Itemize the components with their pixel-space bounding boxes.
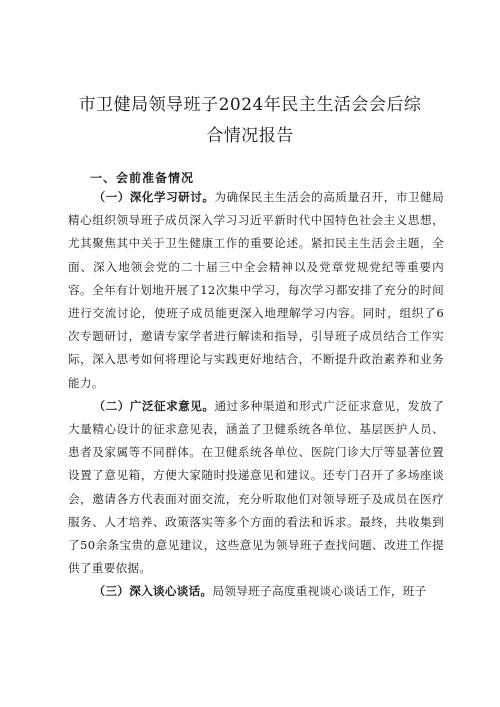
- paragraph-text: 局领导班子高度重视谈心谈话工作，班子: [212, 584, 427, 599]
- document-body: [68, 186, 444, 604]
- paragraph-lead: （三）深入谈心谈话。: [93, 584, 213, 599]
- document-title: [70, 90, 430, 152]
- paragraph-text: 为确保民主生活会的高质量召开，市卫健局精心组织领导班子成员深入学习习近平新时代中国特色社会主义思想，尤其聚焦其中关于卫生健康工作的重要论述。紧扣民主生活会主题，全面、深入地领会党的二十届三中全会精神以及党章党规党纪等重要内容。全年有计划地开展了12次集中学习，每次学习都安排了充分的时间进行交流讨论，使班子成员能更深入地理解学习内容。同时，组织了6次专题研讨，邀请专家学者进行解读和指导，引导班子成员结合工作实际，深入思考如何将理论与实践更好地结合，不断提升政治素养和业务能力。: [68, 190, 444, 390]
- section-heading: 一、会前准备情况: [90, 171, 195, 185]
- title-line-2: 合情况报告: [206, 126, 294, 146]
- paragraph-opinions: [68, 395, 444, 581]
- paragraph-talks: [68, 580, 444, 603]
- paragraph-lead: （二）广泛征求意见。: [93, 398, 215, 413]
- paragraph-text: 通过多种渠道和形式广泛征求意见，发放了大量精心设计的征求意见表，涵盖了卫健系统各单位、基层医护人员、患者及家属等不同群体。在卫健系统各单位、医院门诊大厅等显著位置设置了意见箱，方便大家随时投递意见和建议。还专门召开了多场座谈会，邀请各方代表面对面交流，充分听取他们对领导班子及成员在医疗服务、人才培养、政策落实等多个方面的看法和诉求。最终，共收集到了50余条宝贵的意见建议，这些意见为领导班子查找问题、改进工作提供了重要依据。: [68, 398, 444, 576]
- title-line-1: 市卫健局领导班子2024年民主生活会会后综: [78, 95, 422, 115]
- paragraph-lead: （一）深化学习研讨。: [93, 190, 215, 204]
- paragraph-study: [68, 186, 444, 395]
